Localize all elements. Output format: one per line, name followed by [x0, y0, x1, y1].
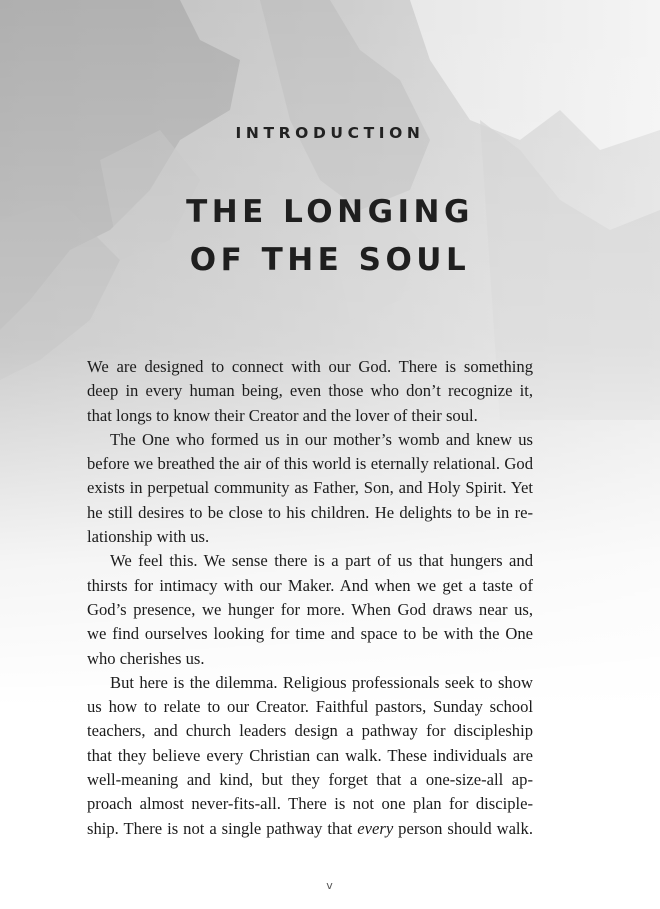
paragraph-4-line-4: that they believe every Christian can walk. These individuals are: [87, 745, 533, 765]
chapter-title-line-2: OF THE SOUL: [189, 242, 471, 278]
paragraph-2-line-2: before we breathed the air of this world is eternally relational. God: [87, 454, 533, 474]
paragraph-1-line-3: that longs to know their Creator and the lover of their soul.: [87, 405, 478, 425]
paragraph-3-line-2: thirsts for intimacy with our Maker. And when we get a taste of: [87, 575, 533, 595]
paragraph-4-line-6: proach almost never-fits-all. There is not one plan for disciple-: [87, 794, 533, 814]
paragraph-3-line-5: who cherishes us.: [87, 648, 205, 668]
final-line-end: person should walk.: [393, 818, 533, 838]
page-number: v: [326, 879, 334, 892]
paragraph-3-line-3: God’s presence, we hunger for more. When God draws near us,: [87, 599, 533, 619]
paragraph-1-line-2: deep in every human being, even those who don’t recognize it,: [87, 381, 533, 401]
chapter-eyebrow: INTRODUCTION: [235, 124, 425, 142]
paragraph-3-line-4: we find ourselves looking for time and space to be with the One: [87, 624, 533, 644]
paragraph-3-line-1: We feel this. We sense there is a part of us that hungers and: [110, 551, 533, 571]
final-line-start: ship. There is not a single pathway that: [87, 818, 358, 838]
paragraph-4-line-7: [87, 817, 533, 841]
paragraph-2-line-4: he still desires to be close to his children. He delights to be in re-: [87, 502, 533, 522]
chapter-title: [0, 188, 660, 284]
paragraph-4-line-3: teachers, and church leaders design a pathway for discipleship: [87, 721, 533, 741]
emphasized-word: every: [357, 818, 394, 838]
paragraph-2-line-3: exists in perpetual community as Father, Son, and Holy Spirit. Yet: [87, 478, 533, 498]
chapter-title-line-1: THE LONGING: [186, 194, 474, 230]
paragraph-4-line-5: well-meaning and kind, but they forget that a one-size-all ap-: [87, 770, 533, 790]
body-text: [87, 355, 533, 841]
paragraph-1-line-1: We are designed to connect with our God. There is something: [87, 357, 533, 376]
paragraph-2-line-5: lationship with us.: [87, 527, 210, 547]
paragraph-4-line-2: us how to relate to our Creator. Faithful pastors, Sunday school: [87, 697, 533, 717]
paragraph-2-line-1: The One who formed us in our mother’s womb and knew us: [110, 429, 533, 449]
paragraph-4-line-1: But here is the dilemma. Religious professionals seek to show: [110, 672, 533, 692]
